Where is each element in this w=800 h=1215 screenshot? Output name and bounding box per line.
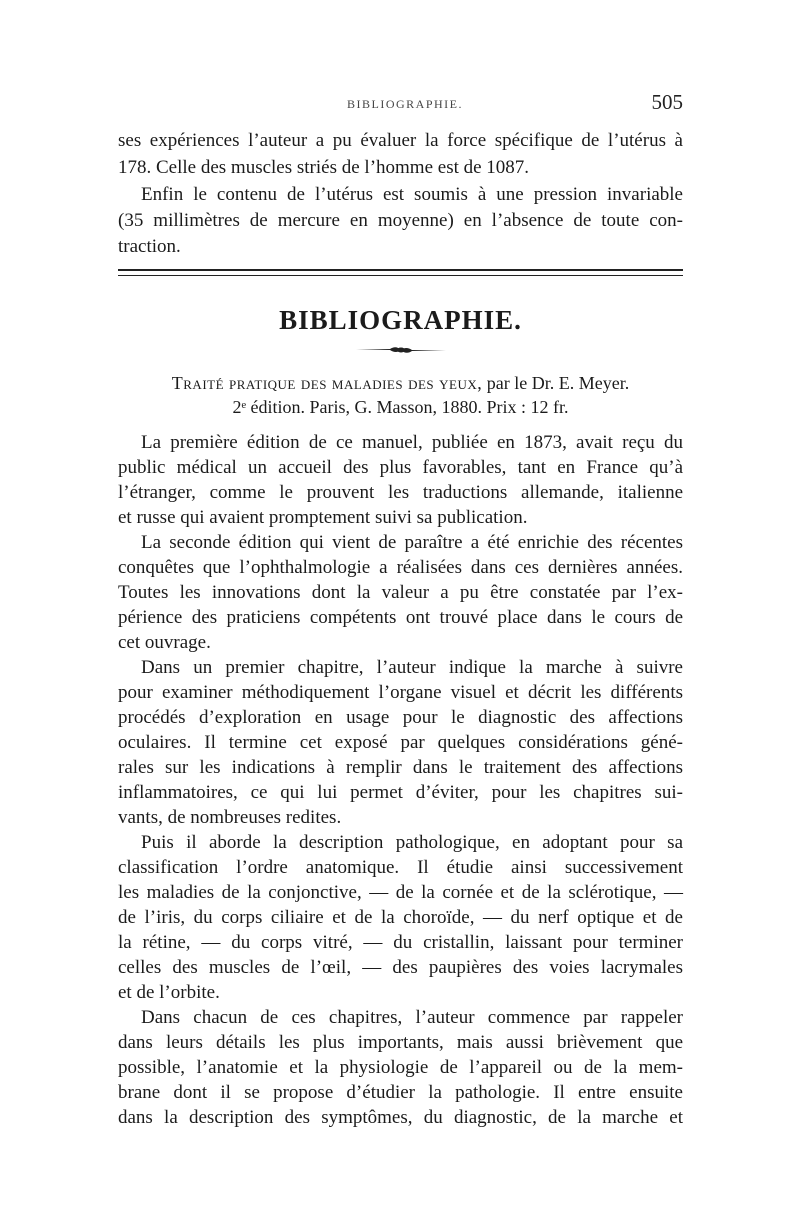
text-line: Dans un premier chapitre, l’auteur indique la marche à suivre xyxy=(141,657,683,678)
text-line: procédés d’exploration en usage pour le diagnostic des affections xyxy=(118,707,683,728)
book-author: par le Dr. E. Meyer. xyxy=(486,373,630,393)
text-line: (35 millimètres de mercure en moyenne) en l’absence de toute con- xyxy=(118,210,683,231)
text-line: conquêtes que l’ophthalmologie a réalisées dans ces dernières années. xyxy=(118,557,683,578)
separator-rule-top xyxy=(118,269,683,271)
text-line: dans leurs détails les plus importants, mais aussi brièvement que xyxy=(118,1032,683,1053)
running-head: BIBLIOGRAPHIE. xyxy=(347,97,463,111)
text-line: les maladies de la conjonctive, — de la cornée et de la sclérotique, — xyxy=(118,882,683,903)
text-line: la rétine, — du corps vitré, — du cristallin, laissant pour terminer xyxy=(118,932,683,953)
text-line: possible, l’anatomie et la physiologie de l’appareil ou de la mem- xyxy=(118,1057,683,1078)
text-line: La seconde édition qui vient de paraître a été enrichie des récentes xyxy=(141,532,683,553)
text-line: cet ouvrage. xyxy=(118,632,211,653)
text-line: oculaires. Il termine cet exposé par quelques considérations géné- xyxy=(118,732,683,753)
page-number: 505 xyxy=(651,90,683,114)
text-line: l’étranger, comme le prouvent les traductions allemande, italienne xyxy=(118,482,683,503)
text-line: inflammatoires, ce qui lui permet d’éviter, pour les chapitres sui- xyxy=(118,782,683,803)
book-heading xyxy=(118,371,683,395)
text-line: public médical un accueil des plus favorables, tant en France qu’à xyxy=(118,457,683,478)
book-details: 2ᵉ édition. Paris, G. Masson, 1880. Prix : 12 fr. xyxy=(232,397,569,417)
text-line: brane dont il se propose d’étudier la pathologie. Il entre ensuite xyxy=(118,1082,683,1103)
book-title: Traité pratique des maladies des yeux, xyxy=(171,373,483,393)
text-line: La première édition de ce manuel, publiée en 1873, avait reçu du xyxy=(141,432,683,453)
text-line: classification l’ordre anatomique. Il étudie ainsi successivement xyxy=(118,857,683,878)
text-line: périence des praticiens compétents ont trouvé place dans le cours de xyxy=(118,607,683,628)
text-line: vants, de nombreuses redites. xyxy=(118,807,342,828)
text-line: dans la description des symptômes, du diagnostic, de la marche et xyxy=(118,1107,683,1128)
text-line: ses expériences l’auteur a pu évaluer la force spécifique de l’utérus à xyxy=(118,130,683,151)
section-title: BIBLIOGRAPHIE. xyxy=(279,305,522,335)
text-line: de l’iris, du corps ciliaire et de la choroïde, — du nerf optique et de xyxy=(118,907,683,928)
text-line: rales sur les indications à remplir dans le traitement des affections xyxy=(118,757,683,778)
text-line: et de l’orbite. xyxy=(118,982,220,1003)
text-line: Dans chacun de ces chapitres, l’auteur commence par rappeler xyxy=(141,1007,683,1028)
text-line: pour examiner méthodiquement l’organe visuel et décrit les différents xyxy=(118,682,683,703)
text-line: Toutes les innovations dont la valeur a pu être constatée par l’ex- xyxy=(118,582,683,603)
text-line: Enfin le contenu de l’utérus est soumis à une pression invariable xyxy=(141,184,683,205)
text-line: 178. Celle des muscles striés de l’homme est de 1087. xyxy=(118,157,530,178)
fleuron-ornament xyxy=(356,344,446,356)
text-line: traction. xyxy=(118,236,181,257)
text-line: et russe qui avaient promptement suivi sa publication. xyxy=(118,507,528,528)
text-line: celles des muscles de l’œil, — des paupières des voies lacrymales xyxy=(118,957,683,978)
separator-rule-bottom xyxy=(118,275,683,276)
text-line: Puis il aborde la description pathologique, en adoptant pour sa xyxy=(141,832,683,853)
